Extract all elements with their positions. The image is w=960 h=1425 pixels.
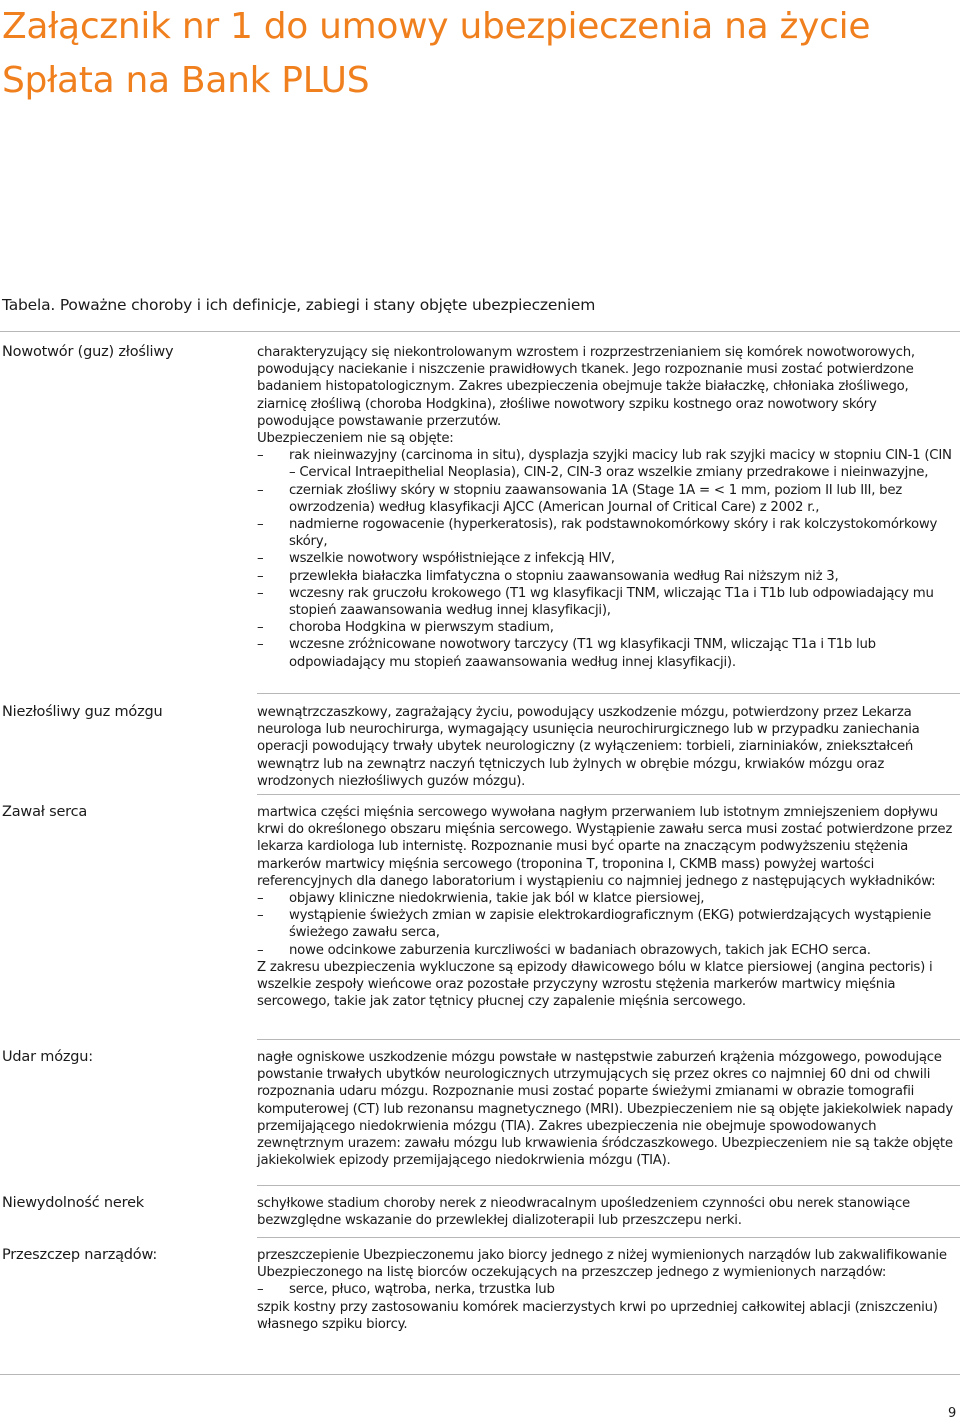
table-title-lead: Tabela. bbox=[2, 296, 56, 314]
row-name: Niezłośliwy guz mózgu bbox=[2, 704, 163, 720]
row-description bbox=[257, 344, 957, 671]
description-paragraph: martwica części mięśnia sercowego wywołana nagłym przerwaniem lub istotnym zmniejszeniem dopływu krwi do określonego obszaru mięśnia sercowego. Wystąpienie zawału serca musi zostać potwierdzone przez lekarza kardiologa lub internistę. Rozpoznanie musi być oparte na znaczącym podwyższeniu stężenia markerów martwicy mięśnia sercowego (troponina T, troponina I, CKMB mass) powyżej wartości referencyjnych dla danego laboratorium i wystąpieniu co najmniej jednego z następujących wykładników: bbox=[257, 805, 953, 889]
list-item: – czerniak złośliwy skóry w stopniu zaawansowania 1A (Stage 1A = < 1 mm, poziom II lub III, bez owrzodzenia) według klasyfikacji AJCC (American Journal of Critical Care) z 2002 r., bbox=[257, 482, 903, 515]
list-item: – wszelkie nowotwory współistniejące z infekcją HIV, bbox=[257, 551, 615, 567]
row-description bbox=[257, 1247, 957, 1333]
description-paragraph: Ubezpieczeniem nie są objęte: bbox=[257, 431, 454, 447]
title-line-2: Spłata na Bank PLUS bbox=[2, 60, 370, 101]
row-name: Przeszczep narządów: bbox=[2, 1247, 158, 1263]
row-name: Nowotwór (guz) złośliwy bbox=[2, 344, 174, 360]
row-description bbox=[257, 1195, 957, 1229]
list-item: – rak nieinwazyjny (carcinoma in situ), dysplazja szyjki macicy lub rak szyjki macicy w stopniu CIN-1 (CIN – Cervical Intraepithelial Neoplasia), CIN-2, CIN-3 oraz wszelkie zmiany przedrakowe i nieinwazyjne, bbox=[257, 448, 952, 481]
organ-list bbox=[257, 1281, 957, 1298]
description-paragraph: schyłkowe stadium choroby nerek z nieodwracalnym upośledzeniem czynności obu nerek stanowiące bezwzględne wskazanie do przewlekłej dializoterapii lub przeszczepu nerki. bbox=[257, 1196, 910, 1229]
list-item: – wystąpienie świeżych zmian w zapisie elektrokardiograficznym (EKG) potwierdzających wystąpienie świeżego zawału serca, bbox=[257, 908, 932, 941]
row-divider bbox=[257, 1237, 960, 1238]
description-paragraph: przeszczepienie Ubezpieczonemu jako biorcy jednego z niżej wymienionych narządów lub zakwalifikowanie Ubezpieczonego na listę biorców oczekujących na przeszczep jednego z wymienionych narządów: bbox=[257, 1248, 947, 1281]
row-name: Niewydolność nerek bbox=[2, 1195, 145, 1211]
table-bottom-divider bbox=[0, 1374, 960, 1375]
table-top-divider bbox=[0, 331, 960, 332]
description-paragraph: wewnątrzczaszkowy, zagrażający życiu, powodujący uszkodzenie mózgu, potwierdzony przez Lekarza neurologa lub neurochirurga, wymagający usunięcia neurochirurgicznego lub w przypadku zaniechania operacji powodujący trwały ubytek neurologiczny (z wyłączeniem: torbieli, ziarniniaków, zniekształceń wewnątrz lub na zewnątrz naczyń tętniczych lub żylnych w obrębie mózgu, krwiaków mózgu oraz wrodzonych niezłośliwych guzów mózgu). bbox=[257, 705, 920, 789]
table-title bbox=[2, 296, 595, 314]
list-item: – nadmierne rogowacenie (hyperkeratosis), rak podstawnokomórkowy skóry i rak kolczystokomórkowy skóry, bbox=[257, 517, 938, 550]
list-item: – choroba Hodgkina w pierwszym stadium, bbox=[257, 620, 554, 636]
description-paragraph: szpik kostny przy zastosowaniu komórek macierzystych krwi po uprzedniej całkowitej ablacji (zniszczeniu) własnego szpiku biorcy. bbox=[257, 1299, 938, 1332]
row-description bbox=[257, 1049, 957, 1169]
list-item: – nowe odcinkowe zaburzenia kurczliwości w badaniach obrazowych, takich jak ECHO serca. bbox=[257, 942, 871, 958]
document-title bbox=[2, 0, 870, 108]
row-name: Udar mózgu: bbox=[2, 1049, 93, 1065]
row-description bbox=[257, 704, 957, 790]
exclusion-list bbox=[257, 447, 957, 671]
page-number: 9 bbox=[948, 1406, 957, 1421]
row-divider bbox=[257, 1185, 960, 1186]
description-paragraph: nagłe ogniskowe uszkodzenie mózgu powstałe w następstwie zaburzeń krążenia mózgowego, powodujące powstanie trwałych ubytków neurologicznych utrzymujących się przez okres co najmniej 60 dni od chwili rozpoznania udaru mózgu. Rozpoznanie musi zostać poparte świeżymi zmianami w obrazie tomografii komputerowej (CT) lub rezonansu magnetycznego (MRI). Ubezpieczeniem nie są objęte jakiekolwiek napady przemijającego niedokrwienia mózgu (TIA). Zakres ubezpieczenia nie obejmuje spowodowanych zewnętrznym urazem: zawału mózgu lub krwawienia śródczaszkowego. Ubezpieczeniem nie są także objęte jakiekolwiek epizody przemijającego niedokrwienia mózgu (TIA). bbox=[257, 1050, 953, 1169]
description-paragraph: charakteryzujący się niekontrolowanym wzrostem i rozprzestrzenianiem się komórek nowotworowych, powodujący naciekanie i niszczenie prawidłowych tkanek. Jego rozpoznanie musi zostać potwierdzone badaniem histopatologicznym. Zakres ubezpieczenia obejmuje także białaczkę, chłoniaka złośliwego, ziarnicę złośliwą (choroba Hodgkina), złośliwe nowotwory szpiku kostnego oraz nowotwory skóry powodujące powstawanie przerzutów. bbox=[257, 345, 915, 429]
description-paragraph: Z zakresu ubezpieczenia wykluczone są epizody dławicowego bólu w klatce piersiowej (angina pectoris) i wszelkie zespoły wieńcowe oraz pozostałe przyczyny wzrostu stężenia markerów martwicy mięśnia sercowego, takie jak zator tętnicy płucnej czy zapalenie mięśnia sercowego. bbox=[257, 959, 933, 1010]
list-item: – wczesny rak gruczołu krokowego (T1 wg klasyfikacji TNM, wliczając T1a i T1b lub odpowiadający mu stopień zaawansowania według innej klasyfikacji), bbox=[257, 585, 934, 619]
list-item: – objawy kliniczne niedokrwienia, takie jak ból w klatce piersiowej, bbox=[257, 891, 705, 907]
row-divider bbox=[257, 794, 960, 795]
list-item: – wczesne zróżnicowane nowotwory tarczycy (T1 wg klasyfikacji TNM, wliczając T1a i T1b lub odpowiadający mu stopień zaawansowania według innej klasyfikacji). bbox=[257, 637, 876, 670]
list-item: – przewlekła białaczka limfatyczna o stopniu zaawansowania według Rai niższym niż 3, bbox=[257, 568, 839, 584]
row-name: Zawał serca bbox=[2, 804, 88, 820]
row-divider bbox=[257, 693, 960, 694]
list-item: – serce, płuco, wątroba, nerka, trzustka lub bbox=[257, 1282, 555, 1298]
criteria-list bbox=[257, 890, 957, 959]
row-description bbox=[257, 804, 957, 1010]
title-line-1: Załącznik nr 1 do umowy ubezpieczenia na życie bbox=[2, 6, 871, 47]
table-title-text: Poważne choroby i ich definicje, zabiegi i stany objęte ubezpieczeniem bbox=[55, 296, 596, 314]
row-divider bbox=[257, 1039, 960, 1040]
